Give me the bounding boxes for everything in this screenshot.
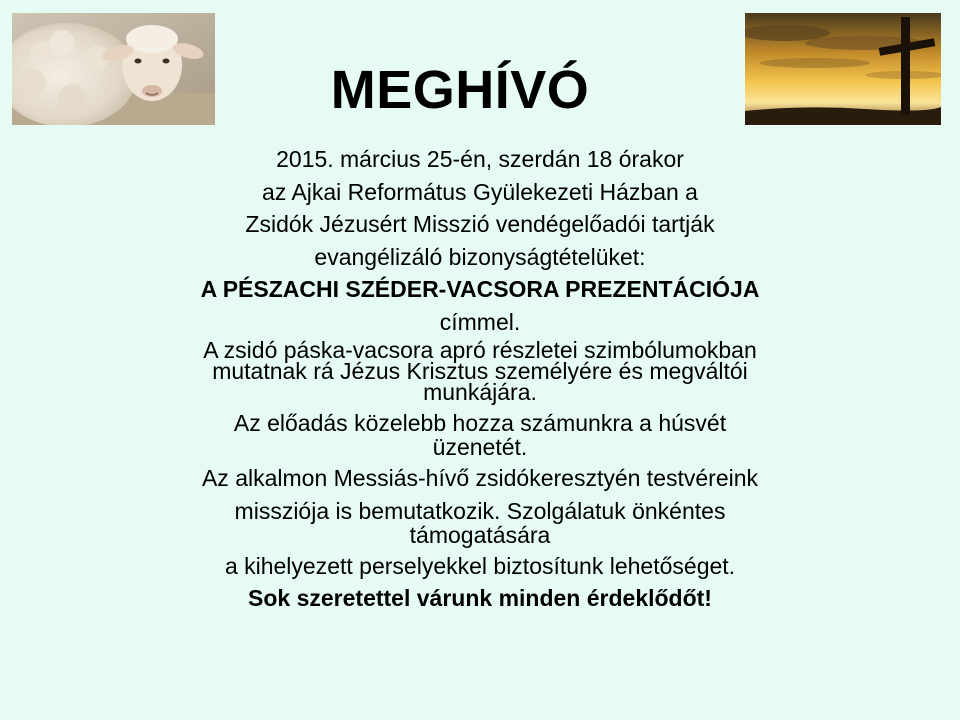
support-line-1: missziója is bemutatkozik. Szolgálatuk önkéntes: [234, 497, 726, 524]
testimony-line: evangélizáló bizonyságtételüket:: [314, 243, 646, 270]
titled-line: címmel.: [439, 308, 521, 335]
passover-line-3: munkájára.: [423, 379, 537, 405]
presentation-title: A PÉSZACHI SZÉDER-VACSORA PREZENTÁCIÓJA: [200, 276, 760, 302]
event-date-line: 2015. március 25-én, szerdán 18 órakor: [276, 146, 684, 172]
easter-line-1: Az előadás közelebb hozza számunkra a húsvét: [233, 410, 727, 436]
welcome-line: Sok szeretettel várunk minden érdeklődőt!: [248, 585, 712, 611]
collection-line: a kihelyezett perselyekkel biztosítunk lehetőséget.: [224, 552, 736, 579]
mission-line: Zsidók Jézusért Misszió vendégelőadói tartják: [245, 211, 715, 237]
passover-line-2: mutatnak rá Jézus Krisztus személyére és megváltói: [212, 358, 748, 384]
messianic-line: Az alkalmon Messiás-hívő zsidókeresztyén testvéreink: [201, 465, 759, 491]
cross-sunset-photo: [745, 13, 941, 125]
support-line-2: támogatására: [409, 521, 551, 548]
easter-paragraph: [60, 409, 900, 458]
page-title: MEGHÍVÓ: [330, 60, 590, 120]
invitation-body: [60, 145, 900, 617]
venue-line: az Ajkai Református Gyülekezeti Házban a: [262, 178, 698, 205]
support-paragraph: [60, 497, 900, 546]
passover-paragraph: [60, 337, 900, 405]
passover-line-1: A zsidó páska-vacsora apró részletei szimbólumokban: [203, 337, 757, 363]
easter-line-2: üzenetét.: [432, 434, 528, 460]
